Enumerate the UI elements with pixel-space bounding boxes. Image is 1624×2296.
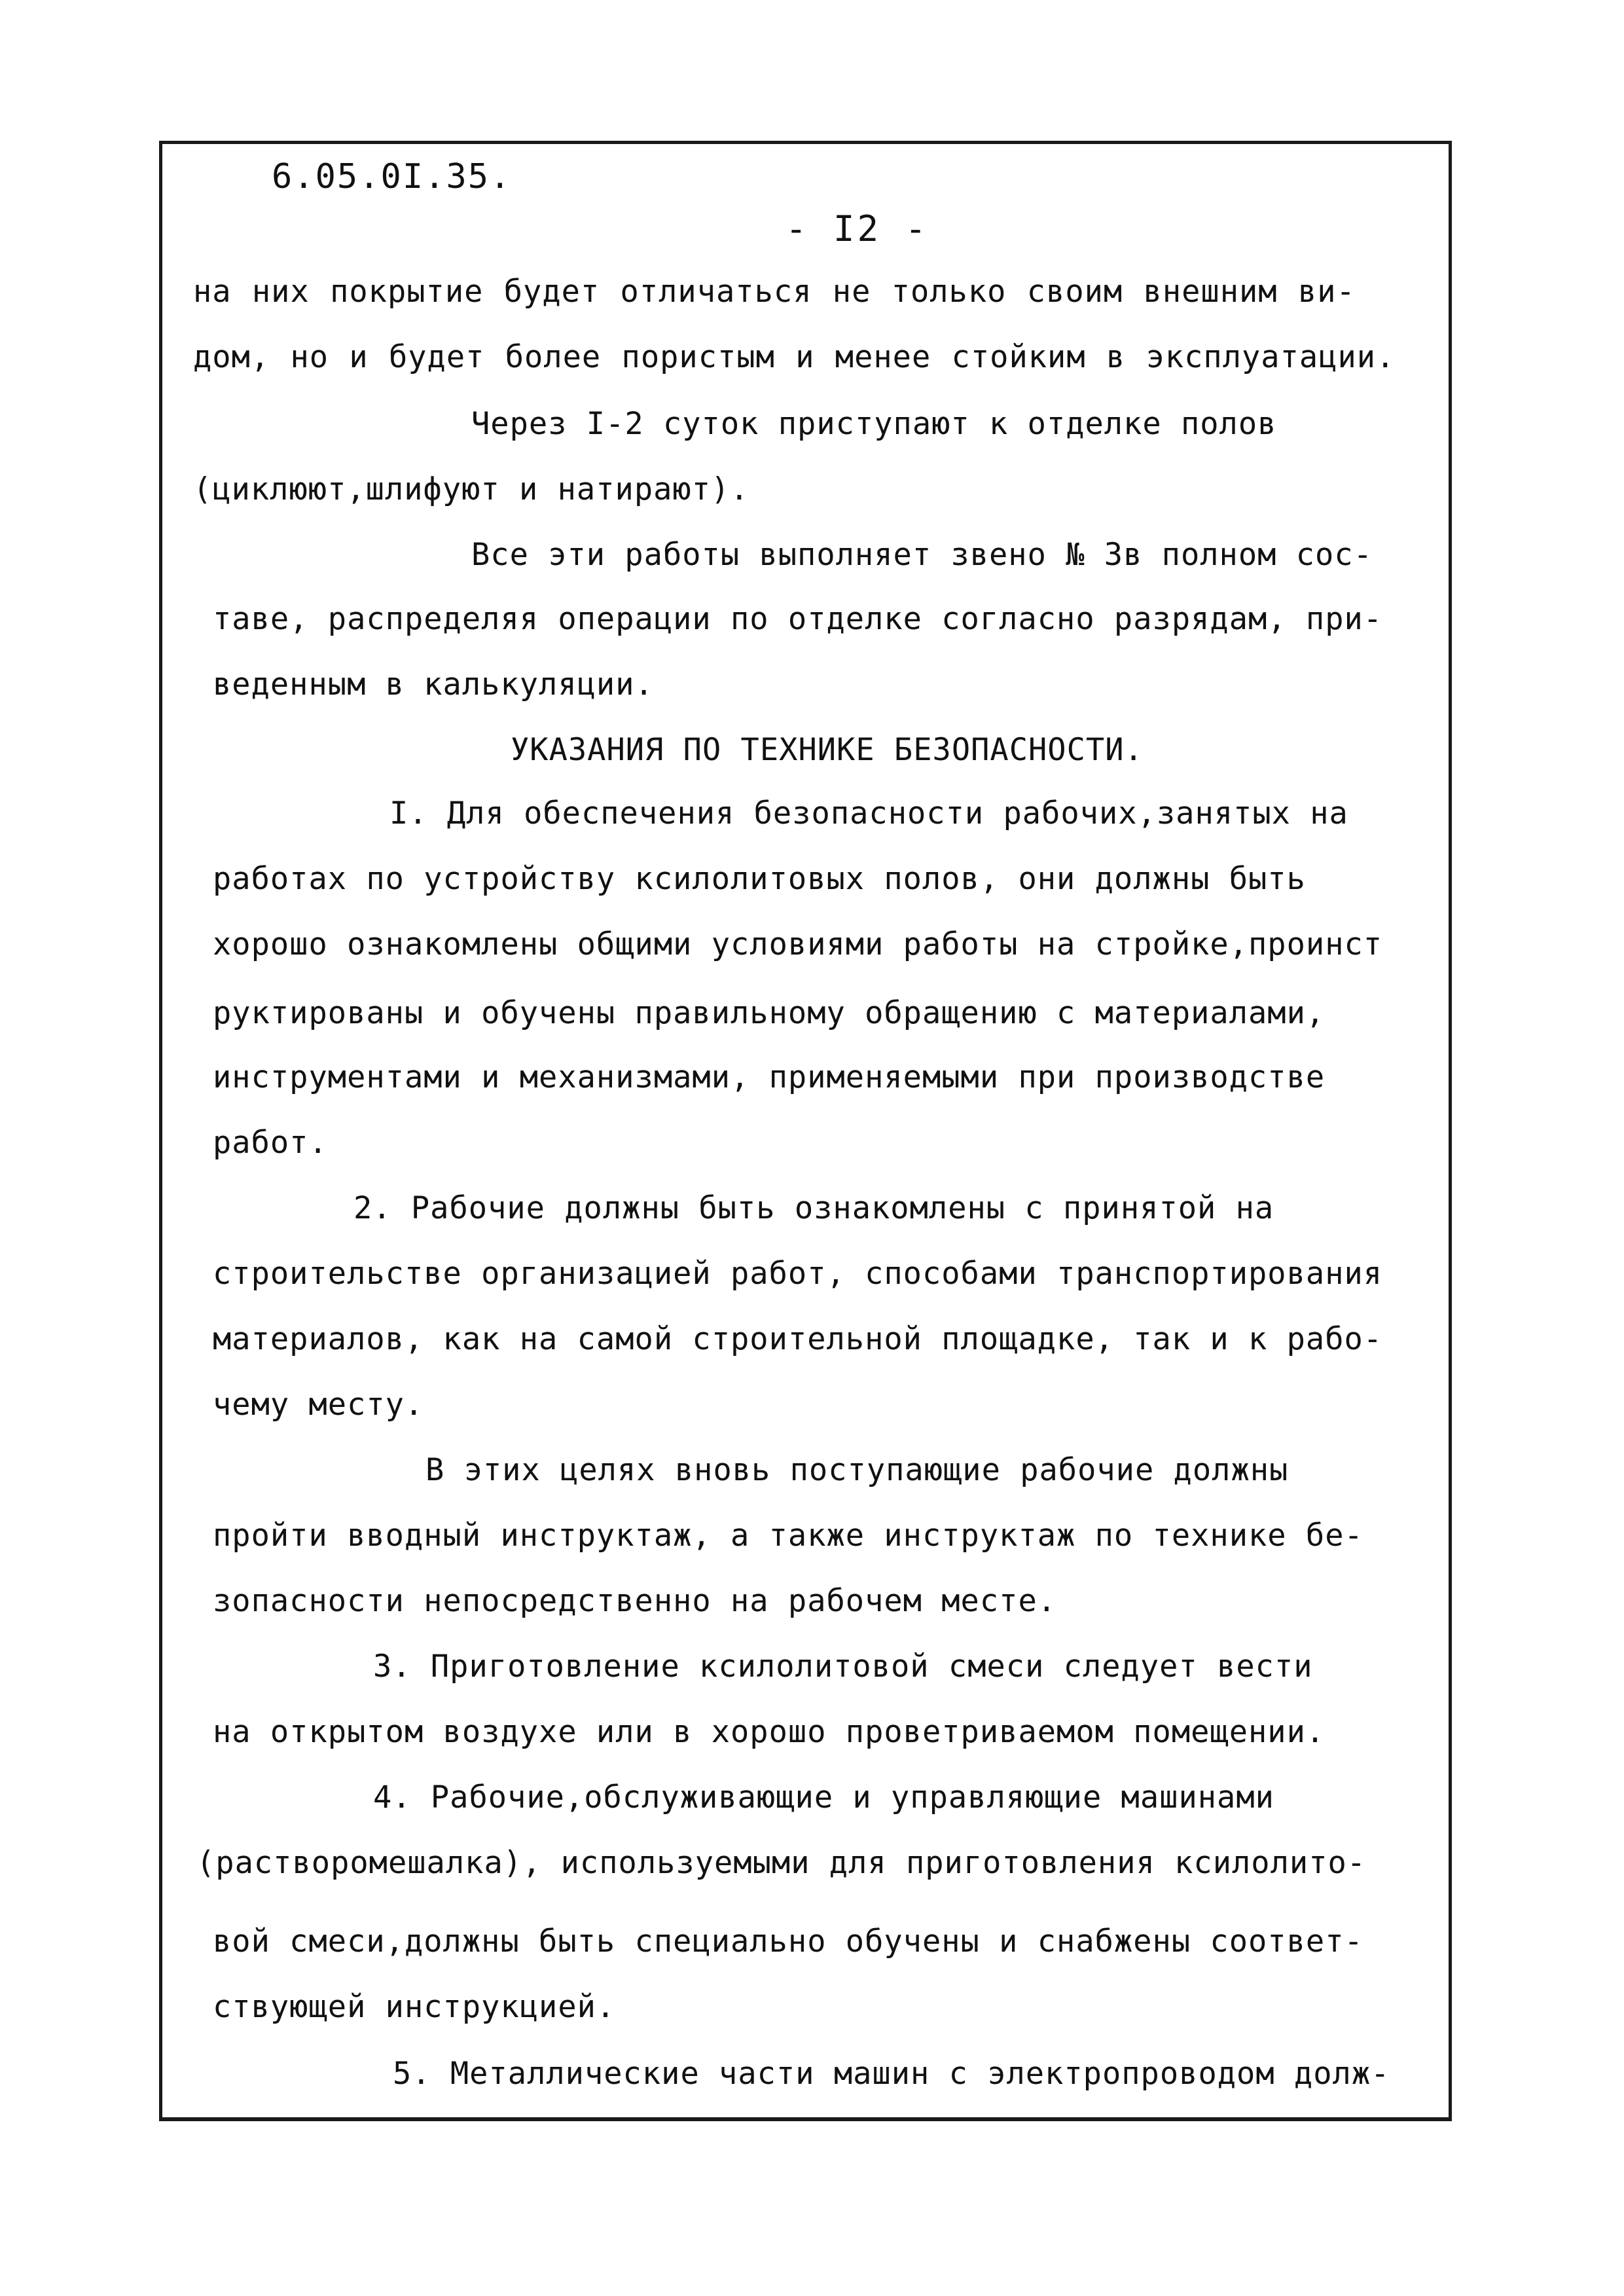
text-line-12: руктированы и обучены правильному обращению с материалами, (213, 995, 1326, 1031)
text-line-14: работ. (213, 1125, 328, 1161)
text-line-21: зопасности непосредственно на рабочем месте. (213, 1583, 1057, 1619)
text-line-24: 4. Рабочие,обслуживающие и управляющие машинами (373, 1779, 1274, 1815)
text-line-15: 2. Рабочие должны быть ознакомлены с принятой на (353, 1190, 1274, 1226)
text-line-27: ствующей инструкцией. (213, 1989, 616, 2025)
text-line-16: строительстве организацией работ, способами транспортирования (213, 1256, 1383, 1292)
document-code: 6.05.0I.35. (272, 157, 512, 196)
text-line-20: пройти вводный инструктаж, а также инструктаж по технике бе- (213, 1518, 1363, 1554)
text-line-4: (циклюют,шлифуют и натирают). (193, 471, 749, 507)
text-line-7: веденным в калькуляции. (213, 666, 654, 702)
text-line-25: (растворомешалка), используемыми для приготовления ксилолито- (196, 1845, 1367, 1881)
text-line-18: чему месту. (213, 1387, 424, 1423)
text-line-11: хорошо ознакомлены общими условиями работы на стройке,проинст (213, 926, 1383, 962)
text-line-28: 5. Металлические части машин с электропроводом долж- (393, 2056, 1390, 2092)
text-line-13: инструментами и механизмами, применяемыми при производстве (213, 1059, 1326, 1095)
text-line-10: работах по устройству ксилолитовых полов, они должны быть (213, 861, 1306, 897)
text-line-2: дом, но и будет более пористым и менее стойким в эксплуатации. (193, 339, 1396, 375)
text-line-5: Все эти работы выполняет звено № 3в полном сос- (471, 537, 1373, 573)
text-line-6: таве, распределяя операции по отделке согласно разрядам, при- (213, 601, 1383, 637)
text-line-26: вой смеси,должны быть специально обучены и снабжены соответ- (213, 1923, 1363, 1959)
text-line-1: на них покрытие будет отличаться не только своим внешним ви- (193, 274, 1356, 310)
page-number: - I2 - (785, 208, 929, 249)
section-heading: УКАЗАНИЯ ПО ТЕХНИКЕ БЕЗОПАСНОСТИ. (511, 732, 1144, 768)
text-line-3: Через I-2 суток приступают к отделке полов (471, 406, 1277, 442)
text-line-23: на открытом воздухе или в хорошо проветриваемом помещении. (213, 1714, 1326, 1750)
text-line-22: 3. Приготовление ксилолитовой смеси следует вести (373, 1649, 1313, 1685)
text-line-9: I. Для обеспечения безопасности рабочих,занятых на (389, 795, 1348, 831)
text-line-17: материалов, как на самой строительной площадке, так и к рабо- (213, 1321, 1383, 1357)
text-line-19: В этих целях вновь поступающие рабочие должны (425, 1452, 1289, 1488)
